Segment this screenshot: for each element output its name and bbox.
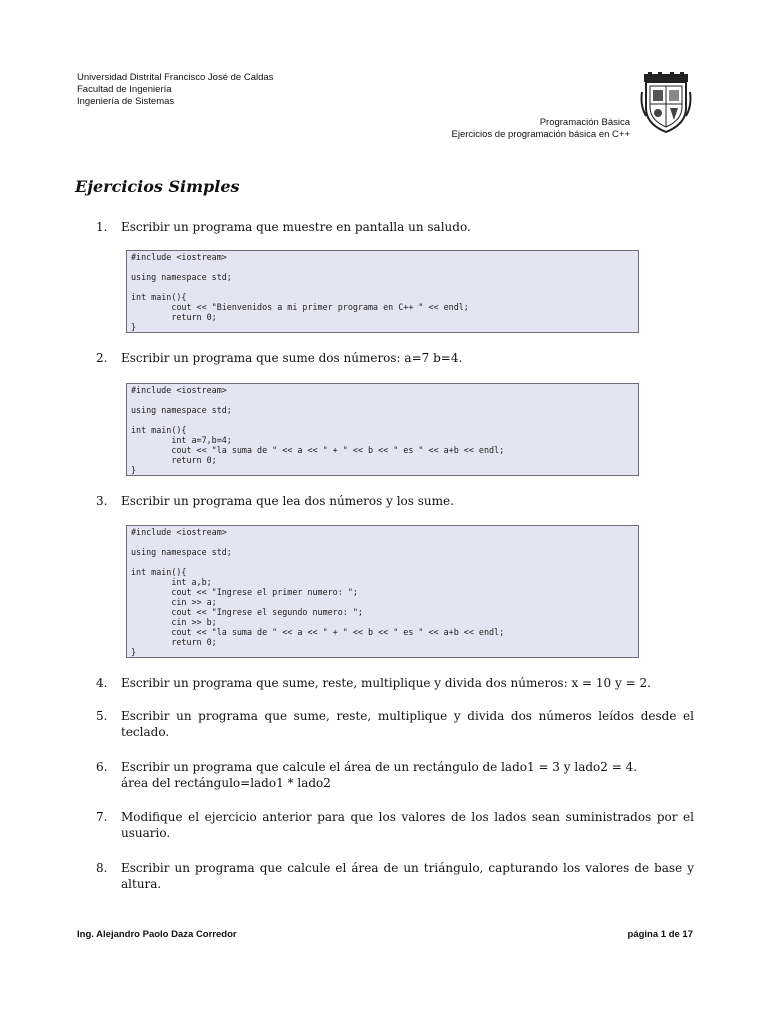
exercise-number: 1.	[96, 220, 108, 234]
code-block-1: #include <iostream> using namespace std; int main(){ cout << "Bienvenidos a mi primer programa en C++ " << endl; return 0; }	[126, 250, 639, 333]
exercise-number: 8.	[96, 861, 108, 875]
exercise-6	[96, 759, 694, 791]
exercise-8	[96, 860, 694, 892]
code-block-3: #include <iostream> using namespace std; int main(){ int a,b; cout << "Ingrese el primer numero: "; cin >> a; cout << "Ingrese el segundo numero: "; cin >> b; cout << "la suma de " << a << " + " << b << " es " << a+b << endl; return 0; }	[126, 525, 639, 658]
exercise-number: 2.	[96, 351, 108, 365]
exercise-number: 6.	[96, 760, 108, 774]
exercise-text: Escribir un programa que sume, reste, multiplique y divida dos números leídos desde el teclado.	[121, 709, 694, 739]
exercise-7	[96, 809, 694, 841]
exercise-number: 3.	[96, 494, 108, 508]
document-subtitle: Ejercicios de programación básica en C++	[451, 129, 630, 140]
program-name: Ingeniería de Sistemas	[77, 96, 175, 107]
course-name: Programación Básica	[539, 117, 630, 128]
exercise-text: Modifique el ejercicio anterior para que los valores de los lados sean suministrados por el usuario.	[121, 810, 694, 840]
exercise-number: 7.	[96, 810, 108, 824]
exercise-5	[96, 708, 694, 740]
exercise-formula: área del rectángulo=lado1 * lado2	[121, 776, 331, 790]
code-block-2: #include <iostream> using namespace std; int main(){ int a=7,b=4; cout << "la suma de " << a << " + " << b << " es " << a+b << endl; return 0; }	[126, 383, 639, 476]
exercise-text: Escribir un programa que sume dos números: a=7 b=4.	[121, 351, 463, 365]
institution-header	[77, 72, 273, 108]
exercise-1	[96, 219, 694, 235]
exercise-3	[96, 493, 694, 509]
footer-page-number: página 1 de 17	[627, 929, 693, 940]
exercise-number: 5.	[96, 709, 108, 723]
exercise-text: Escribir un programa que calcule el área de un triángulo, capturando los valores de base y altura.	[121, 861, 694, 891]
university-seal-icon	[640, 72, 692, 134]
footer-author: Ing. Alejandro Paolo Daza Corredor	[77, 929, 237, 940]
exercise-text: Escribir un programa que lea dos números y los sume.	[121, 494, 454, 508]
university-name: Universidad Distrital Francisco José de Caldas	[77, 72, 274, 83]
exercise-text: Escribir un programa que sume, reste, multiplique y divida dos números: x = 10 y = 2.	[121, 676, 651, 690]
faculty-name: Facultad de Ingeniería	[77, 84, 172, 95]
exercise-2	[96, 350, 694, 366]
exercise-number: 4.	[96, 676, 108, 690]
section-title: Ejercicios Simples	[75, 177, 240, 196]
exercise-text: Escribir un programa que muestre en pantalla un saludo.	[121, 220, 471, 234]
exercise-4	[96, 675, 694, 691]
course-header	[452, 117, 630, 141]
exercise-text: Escribir un programa que calcule el área de un rectángulo de lado1 = 3 y lado2 = 4.	[121, 760, 638, 774]
